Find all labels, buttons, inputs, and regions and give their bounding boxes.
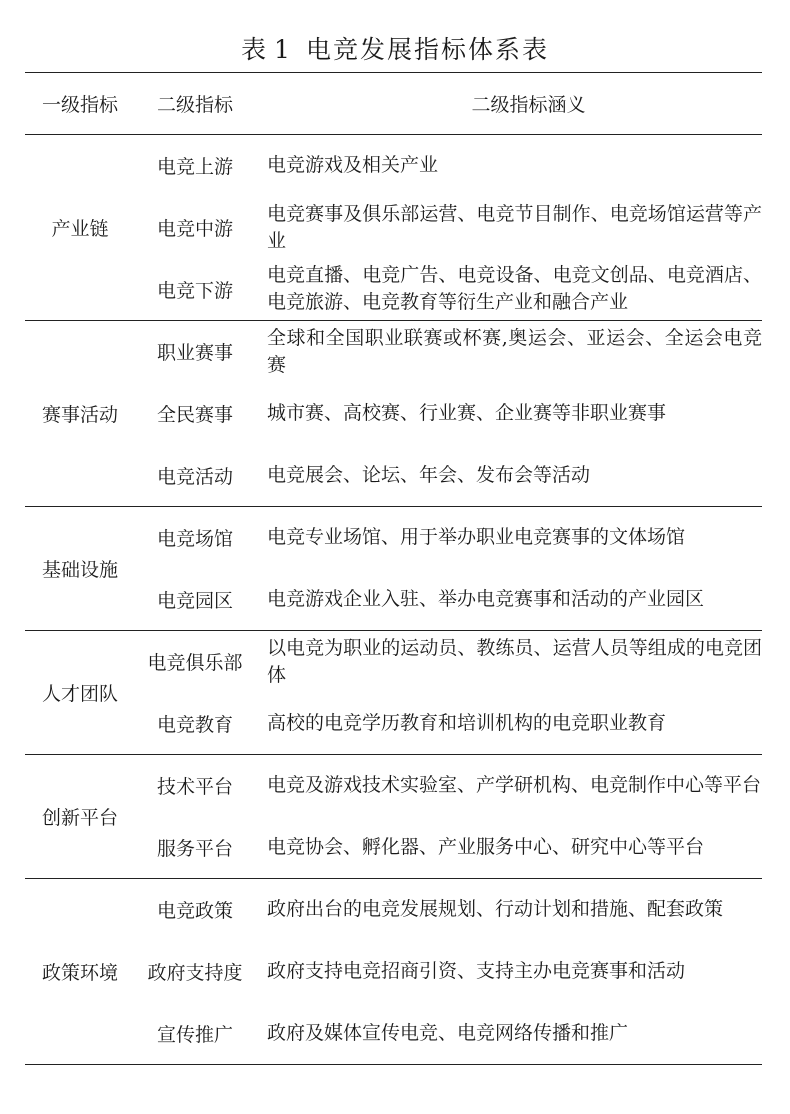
level1-cell: 基础设施	[25, 507, 135, 631]
meaning-cell: 电竞赛事及俱乐部运营、电竞节目制作、电竞场馆运营等产业	[267, 202, 762, 252]
caption-number: 1	[274, 35, 292, 64]
table-row	[25, 197, 762, 259]
meaning-cell: 以电竞为职业的运动员、教练员、运营人员等组成的电竞团体	[267, 636, 762, 686]
meaning-cell: 城市赛、高校赛、行业赛、企业赛等非职业赛事	[267, 402, 667, 424]
table-row	[25, 383, 762, 445]
header-level2: 二级指标	[135, 73, 255, 135]
level1-cell: 创新平台	[25, 755, 135, 879]
meaning-cell: 电竞协会、孵化器、产业服务中心、研究中心等平台	[255, 817, 762, 879]
level2-cell: 电竞活动	[135, 445, 255, 507]
level2-cell: 电竞园区	[135, 569, 255, 631]
meaning-cell: 电竞游戏及相关产业	[267, 154, 439, 177]
header-meaning: 二级指标涵义	[255, 73, 762, 135]
table-row	[25, 445, 762, 507]
table-row	[25, 569, 762, 631]
level1-cell: 赛事活动	[25, 321, 135, 507]
level2-cell: 电竞下游	[135, 259, 255, 321]
table-row	[25, 693, 762, 755]
table-caption	[0, 34, 790, 66]
table-row	[25, 135, 762, 197]
group-innovation	[25, 755, 762, 879]
meaning-cell: 电竞专业场馆、用于举办职业电竞赛事的文体场馆	[267, 526, 686, 549]
level2-cell: 电竞场馆	[156, 528, 233, 551]
table-row	[25, 941, 762, 1003]
level2-cell: 政府支持度	[147, 962, 243, 984]
caption-label: 表	[241, 35, 269, 64]
level2-cell: 职业赛事	[156, 342, 233, 365]
level2-cell: 电竞中游	[156, 218, 233, 240]
table-header	[25, 73, 762, 135]
meaning-cell: 政府支持电竞招商引资、支持主办电竞赛事和活动	[267, 960, 686, 982]
meaning-cell: 高校的电竞学历教育和培训机构的电竞职业教育	[255, 693, 762, 755]
group-infrastructure	[25, 507, 762, 631]
meaning-cell: 全球和全国职业联赛或杯赛,奥运会、亚运会、全运会电竞赛	[267, 326, 762, 376]
level2-cell: 全民赛事	[156, 404, 233, 426]
level2-cell: 服务平台	[135, 817, 255, 879]
group-industry-chain	[25, 135, 762, 321]
group-talent	[25, 631, 762, 755]
table-row	[25, 507, 762, 569]
meaning-cell: 电竞直播、电竞广告、电竞设备、电竞文创品、电竞酒店、电竞旅游、电竞教育等衍生产业和融合产业	[255, 259, 762, 321]
level2-cell: 电竞教育	[135, 693, 255, 755]
caption-title: 电竞发展指标体系表	[305, 35, 549, 64]
table-row	[25, 755, 762, 817]
level1-cell: 人才团队	[25, 631, 135, 755]
group-policy	[25, 879, 762, 1065]
table-row	[25, 321, 762, 383]
level2-cell: 技术平台	[156, 776, 233, 799]
table-row	[25, 1003, 762, 1065]
indicator-table	[25, 72, 762, 1065]
table-row	[25, 631, 762, 693]
group-events	[25, 321, 762, 507]
meaning-cell: 政府及媒体宣传电竞、电竞网络传播和推广	[255, 1003, 762, 1065]
level2-cell: 宣传推广	[135, 1003, 255, 1065]
meaning-cell: 电竞及游戏技术实验室、产学研机构、电竞制作中心等平台	[267, 774, 762, 797]
level2-cell: 电竞俱乐部	[147, 652, 243, 675]
table-row	[25, 259, 762, 321]
table-row	[25, 879, 762, 941]
level2-cell: 电竞政策	[156, 900, 233, 923]
level1-cell: 产业链	[25, 135, 135, 321]
level1-cell: 政策环境	[25, 879, 135, 1065]
level2-cell: 电竞上游	[156, 156, 233, 179]
header-level1: 一级指标	[25, 73, 135, 135]
table-row	[25, 817, 762, 879]
meaning-cell: 政府出台的电竞发展规划、行动计划和措施、配套政策	[267, 898, 724, 921]
meaning-cell: 电竞展会、论坛、年会、发布会等活动	[255, 445, 762, 507]
meaning-cell: 电竞游戏企业入驻、举办电竞赛事和活动的产业园区	[255, 569, 762, 631]
